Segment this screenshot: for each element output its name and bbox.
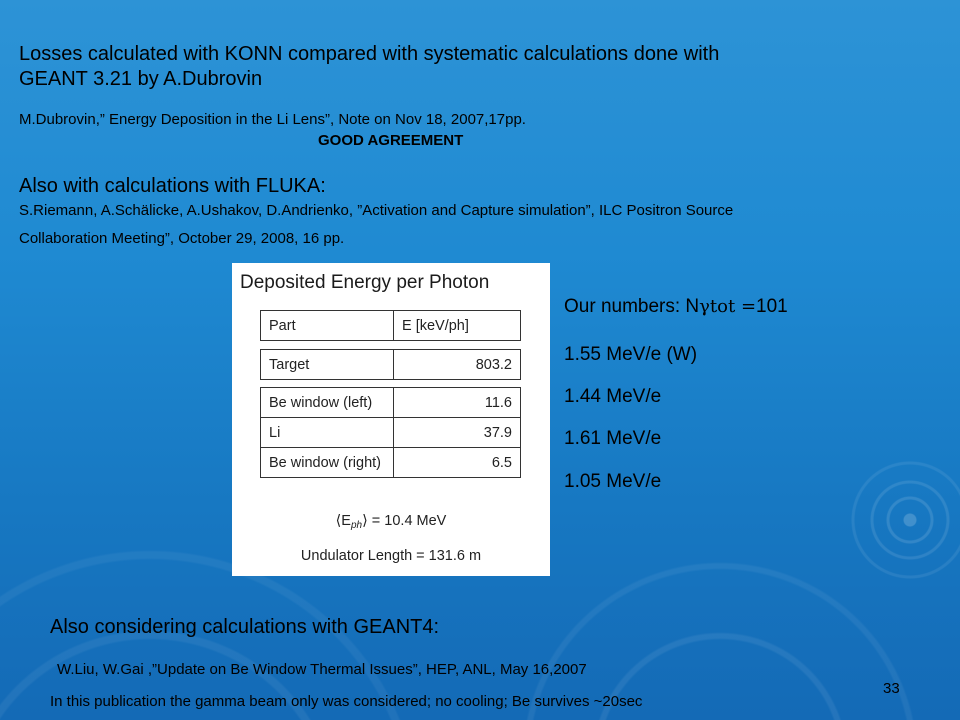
row-target-part: Target (261, 350, 394, 380)
good-agreement-label: GOOD AGREEMENT (318, 132, 464, 149)
figure-target-table (260, 349, 521, 380)
our-number-item: 1.61 MeV/e (564, 428, 662, 449)
row-energy: 6.5 (394, 448, 521, 478)
heading-konn-line1: Losses calculated with KONN compared with systematic calculations done with (19, 43, 720, 65)
mean-energy-subscript: ph (350, 520, 363, 531)
undulator-length-label: Undulator Length = 131.6 m (300, 548, 482, 564)
header-energy: E [keV/ph] (394, 311, 521, 341)
header-part: Part (261, 311, 394, 341)
reference-dubrovin: M.Dubrovin,” Energy Deposition in the Li Lens”, Note on Nov 18, 2007,17pp. (19, 111, 526, 128)
our-numbers-prefix: Our numbers: N (564, 296, 700, 317)
row-part: Li (261, 418, 394, 448)
heading-konn-line2: GEANT 3.21 by A.Dubrovin (19, 68, 263, 90)
publication-note: In this publication the gamma beam only was considered; no cooling; Be survives ~20sec (50, 693, 643, 710)
our-number-item: 1.05 MeV/e (564, 471, 662, 492)
reference-riemann-line2: Collaboration Meeting”, October 29, 2008, 16 pp. (19, 230, 345, 247)
row-part: Be window (left) (261, 388, 394, 418)
table-row (261, 388, 521, 418)
our-number-item: 1.55 MeV/e (W) (564, 344, 698, 365)
mean-energy-prefix: ⟨E (335, 513, 351, 529)
page-number: 33 (883, 680, 900, 697)
gamma-tot-symbol: γtot = (699, 296, 757, 317)
row-target-energy: 803.2 (394, 350, 521, 380)
deposited-energy-figure (232, 263, 550, 576)
mean-energy-label (232, 513, 550, 531)
table-row (261, 448, 521, 478)
row-energy: 37.9 (394, 418, 521, 448)
table-row (261, 418, 521, 448)
figure-header-table (260, 310, 521, 341)
row-energy: 11.6 (394, 388, 521, 418)
heading-fluka: Also with calculations with FLUKA: (19, 175, 326, 197)
figure-title: Deposited Energy per Photon (240, 272, 490, 293)
row-part: Be window (right) (261, 448, 394, 478)
mean-energy-value: ⟩ = 10.4 MeV (362, 513, 447, 529)
our-numbers-line (564, 295, 788, 319)
reference-riemann-line1: S.Riemann, A.Schälicke, A.Ushakov, D.Andrienko, ”Activation and Capture simulation”, ILC Positron Source (19, 202, 734, 219)
our-numbers-value: 101 (756, 296, 788, 317)
heading-geant4: Also considering calculations with GEANT4: (50, 616, 440, 638)
reference-liu: W.Liu, W.Gai ,”Update on Be Window Thermal Issues”, HEP, ANL, May 16,2007 (57, 661, 587, 678)
figure-parts-table (260, 387, 521, 478)
our-number-item: 1.44 MeV/e (564, 386, 662, 407)
